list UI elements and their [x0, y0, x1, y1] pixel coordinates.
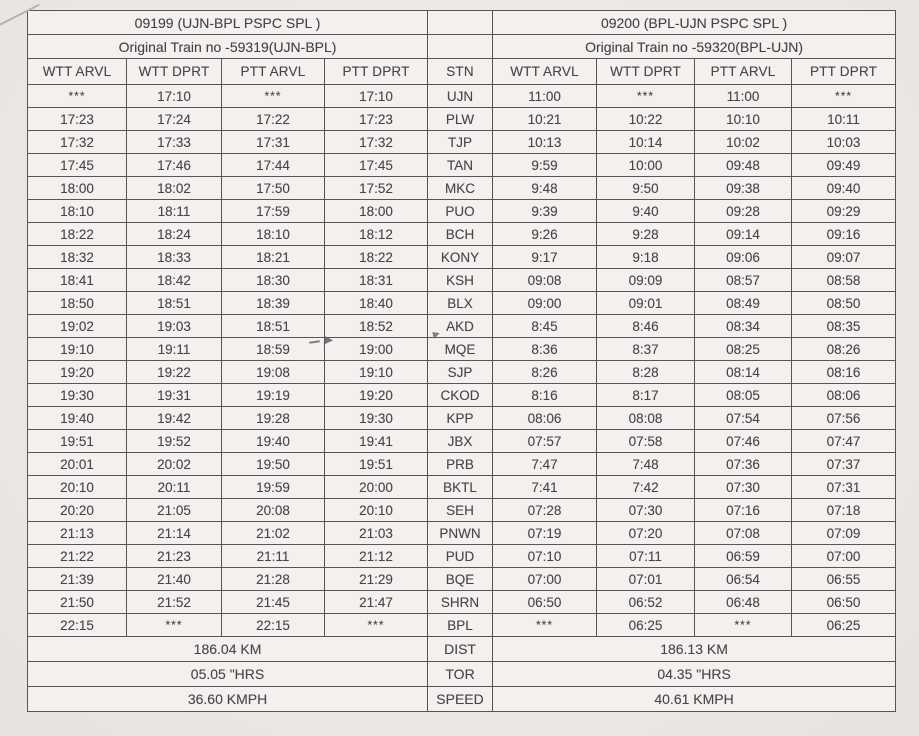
col-header-left-wtt-arvl: WTT ARVL	[28, 59, 127, 85]
left-wtt-arvl-cell: 20:01	[28, 453, 127, 476]
left-wtt-dprt-cell: ***	[127, 614, 222, 637]
title-spacer-cell	[428, 11, 493, 35]
station-code-cell: KONY	[428, 246, 493, 269]
summary-row-tor	[28, 662, 896, 687]
left-ptt-dprt-cell: 18:22	[325, 246, 428, 269]
station-row-tjp	[28, 131, 896, 154]
right-wtt-arvl-cell: 10:21	[493, 108, 597, 131]
right-ptt-dprt-cell: 10:03	[792, 131, 896, 154]
left-ptt-dprt-cell: 19:10	[325, 361, 428, 384]
left-ptt-arvl-cell: 21:02	[222, 522, 325, 545]
station-code-cell: PUO	[428, 200, 493, 223]
left-ptt-arvl-cell: 21:11	[222, 545, 325, 568]
left-wtt-dprt-cell: 20:02	[127, 453, 222, 476]
summary-right-value: 40.61 KMPH	[493, 687, 896, 712]
left-ptt-arvl-cell: 18:39	[222, 292, 325, 315]
right-ptt-arvl-cell: 09:06	[695, 246, 792, 269]
left-wtt-dprt-cell: 19:52	[127, 430, 222, 453]
right-wtt-dprt-cell: 8:46	[597, 315, 695, 338]
left-wtt-arvl-cell: 19:51	[28, 430, 127, 453]
timetable-table	[27, 10, 896, 712]
right-ptt-dprt-cell: 08:26	[792, 338, 896, 361]
pen-mark-arrow	[324, 336, 334, 346]
right-wtt-dprt-cell: 07:58	[597, 430, 695, 453]
left-wtt-dprt-cell: 18:24	[127, 223, 222, 246]
right-ptt-arvl-cell: 06:48	[695, 591, 792, 614]
left-ptt-arvl-cell: 21:28	[222, 568, 325, 591]
right-wtt-dprt-cell: 06:52	[597, 591, 695, 614]
right-ptt-dprt-cell: 07:56	[792, 407, 896, 430]
station-code-cell: TJP	[428, 131, 493, 154]
right-wtt-dprt-cell: 10:00	[597, 154, 695, 177]
right-wtt-dprt-cell: 07:30	[597, 499, 695, 522]
left-wtt-dprt-cell: 20:11	[127, 476, 222, 499]
left-wtt-dprt-cell: 17:24	[127, 108, 222, 131]
summary-right-value: 04.35 "HRS	[493, 662, 896, 687]
right-wtt-dprt-cell: 7:42	[597, 476, 695, 499]
station-code-cell: SHRN	[428, 591, 493, 614]
right-wtt-dprt-cell: 07:01	[597, 568, 695, 591]
left-ptt-arvl-cell: 19:50	[222, 453, 325, 476]
timetable-sheet	[27, 10, 896, 712]
right-ptt-arvl-cell: 07:16	[695, 499, 792, 522]
station-code-cell: PRB	[428, 453, 493, 476]
left-wtt-arvl-cell: 17:45	[28, 154, 127, 177]
right-ptt-dprt-cell: 07:47	[792, 430, 896, 453]
left-ptt-arvl-cell: 20:08	[222, 499, 325, 522]
station-code-cell: BQE	[428, 568, 493, 591]
left-wtt-arvl-cell: 18:22	[28, 223, 127, 246]
right-wtt-dprt-cell: 9:28	[597, 223, 695, 246]
left-ptt-arvl-cell: 19:08	[222, 361, 325, 384]
right-wtt-arvl-cell: 7:41	[493, 476, 597, 499]
right-ptt-arvl-cell: 07:30	[695, 476, 792, 499]
station-code-cell: MQE	[428, 338, 493, 361]
left-ptt-dprt-cell: 18:31	[325, 269, 428, 292]
station-code-cell: BKTL	[428, 476, 493, 499]
left-ptt-dprt-cell: 18:00	[325, 200, 428, 223]
subtitle-spacer-cell	[428, 35, 493, 59]
left-ptt-arvl-cell: ***	[222, 85, 325, 108]
right-wtt-arvl-cell: 07:10	[493, 545, 597, 568]
left-wtt-arvl-cell: 18:41	[28, 269, 127, 292]
right-ptt-dprt-cell: 07:09	[792, 522, 896, 545]
left-ptt-dprt-cell: 21:12	[325, 545, 428, 568]
right-ptt-arvl-cell: 07:46	[695, 430, 792, 453]
station-row-mkc	[28, 177, 896, 200]
station-row-shrn	[28, 591, 896, 614]
right-ptt-arvl-cell: ***	[695, 614, 792, 637]
right-wtt-arvl-cell: ***	[493, 614, 597, 637]
left-ptt-arvl-cell: 17:59	[222, 200, 325, 223]
left-ptt-arvl-cell: 17:44	[222, 154, 325, 177]
summary-label: DIST	[428, 637, 493, 662]
summary-left-value: 186.04 KM	[28, 637, 428, 662]
right-ptt-dprt-cell: 08:35	[792, 315, 896, 338]
left-ptt-dprt-cell: 18:52	[325, 315, 428, 338]
left-ptt-dprt-cell: 17:10	[325, 85, 428, 108]
station-code-cell: AKD	[428, 315, 493, 338]
right-ptt-dprt-cell: 06:50	[792, 591, 896, 614]
station-row-ksh	[28, 269, 896, 292]
right-ptt-dprt-cell: 09:29	[792, 200, 896, 223]
summary-row-dist	[28, 637, 896, 662]
right-ptt-arvl-cell: 06:59	[695, 545, 792, 568]
left-ptt-arvl-cell: 18:59	[222, 338, 325, 361]
right-wtt-dprt-cell: 8:37	[597, 338, 695, 361]
right-ptt-dprt-cell: 08:06	[792, 384, 896, 407]
station-code-cell: TAN	[428, 154, 493, 177]
right-wtt-dprt-cell: 07:20	[597, 522, 695, 545]
right-ptt-dprt-cell: 06:25	[792, 614, 896, 637]
station-row-mqe	[28, 338, 896, 361]
left-wtt-arvl-cell: 22:15	[28, 614, 127, 637]
left-wtt-arvl-cell: 21:22	[28, 545, 127, 568]
left-wtt-arvl-cell: 20:20	[28, 499, 127, 522]
left-wtt-arvl-cell: 19:10	[28, 338, 127, 361]
left-ptt-dprt-cell: 17:45	[325, 154, 428, 177]
left-ptt-dprt-cell: 21:03	[325, 522, 428, 545]
right-ptt-dprt-cell: 06:55	[792, 568, 896, 591]
left-wtt-arvl-cell: 19:30	[28, 384, 127, 407]
col-header-left-ptt-arvl: PTT ARVL	[222, 59, 325, 85]
right-ptt-arvl-cell: 09:38	[695, 177, 792, 200]
col-header-stn: STN	[428, 59, 493, 85]
station-row-bktl	[28, 476, 896, 499]
left-ptt-dprt-cell: 18:12	[325, 223, 428, 246]
left-wtt-dprt-cell: 19:31	[127, 384, 222, 407]
right-ptt-arvl-cell: 07:08	[695, 522, 792, 545]
left-ptt-dprt-cell: 17:32	[325, 131, 428, 154]
left-ptt-dprt-cell: 18:40	[325, 292, 428, 315]
right-wtt-dprt-cell: ***	[597, 85, 695, 108]
right-wtt-dprt-cell: 8:17	[597, 384, 695, 407]
left-ptt-dprt-cell: 20:00	[325, 476, 428, 499]
left-wtt-dprt-cell: 17:10	[127, 85, 222, 108]
right-wtt-dprt-cell: 09:01	[597, 292, 695, 315]
station-code-cell: SEH	[428, 499, 493, 522]
summary-left-value: 05.05 "HRS	[28, 662, 428, 687]
station-code-cell: MKC	[428, 177, 493, 200]
station-row-ckod	[28, 384, 896, 407]
right-ptt-dprt-cell: 07:18	[792, 499, 896, 522]
left-ptt-dprt-cell: 17:23	[325, 108, 428, 131]
summary-left-value: 36.60 KMPH	[28, 687, 428, 712]
summary-label: TOR	[428, 662, 493, 687]
left-wtt-dprt-cell: 18:33	[127, 246, 222, 269]
left-ptt-arvl-cell: 17:31	[222, 131, 325, 154]
right-wtt-dprt-cell: 10:22	[597, 108, 695, 131]
right-ptt-dprt-cell: ***	[792, 85, 896, 108]
right-wtt-arvl-cell: 09:08	[493, 269, 597, 292]
left-wtt-dprt-cell: 18:42	[127, 269, 222, 292]
station-row-pnwn	[28, 522, 896, 545]
col-header-left-wtt-dprt: WTT DPRT	[127, 59, 222, 85]
col-header-right-ptt-arvl: PTT ARVL	[695, 59, 792, 85]
right-wtt-arvl-cell: 09:00	[493, 292, 597, 315]
left-wtt-dprt-cell: 18:51	[127, 292, 222, 315]
right-ptt-dprt-cell: 08:50	[792, 292, 896, 315]
col-header-right-wtt-arvl: WTT ARVL	[493, 59, 597, 85]
right-ptt-arvl-cell: 07:54	[695, 407, 792, 430]
right-wtt-arvl-cell: 8:36	[493, 338, 597, 361]
left-ptt-arvl-cell: 19:28	[222, 407, 325, 430]
station-code-cell: SJP	[428, 361, 493, 384]
summary-right-value: 186.13 KM	[493, 637, 896, 662]
right-wtt-dprt-cell: 9:40	[597, 200, 695, 223]
left-ptt-dprt-cell: 21:29	[325, 568, 428, 591]
left-train-title: 09199 (UJN-BPL PSPC SPL )	[28, 11, 428, 35]
left-wtt-dprt-cell: 21:40	[127, 568, 222, 591]
station-code-cell: BCH	[428, 223, 493, 246]
right-ptt-arvl-cell: 08:49	[695, 292, 792, 315]
right-wtt-arvl-cell: 07:57	[493, 430, 597, 453]
right-wtt-arvl-cell: 8:16	[493, 384, 597, 407]
station-code-cell: KSH	[428, 269, 493, 292]
left-ptt-dprt-cell: ***	[325, 614, 428, 637]
right-wtt-arvl-cell: 07:28	[493, 499, 597, 522]
left-ptt-arvl-cell: 22:15	[222, 614, 325, 637]
left-wtt-dprt-cell: 19:42	[127, 407, 222, 430]
summary-body	[28, 637, 896, 712]
right-wtt-dprt-cell: 7:48	[597, 453, 695, 476]
station-row-bch	[28, 223, 896, 246]
left-wtt-arvl-cell: 21:13	[28, 522, 127, 545]
right-wtt-arvl-cell: 9:26	[493, 223, 597, 246]
left-wtt-arvl-cell: 18:32	[28, 246, 127, 269]
left-ptt-dprt-cell: 17:52	[325, 177, 428, 200]
train-subtitle-row	[28, 35, 896, 59]
right-ptt-dprt-cell: 08:58	[792, 269, 896, 292]
right-wtt-dprt-cell: 10:14	[597, 131, 695, 154]
left-ptt-arvl-cell: 18:10	[222, 223, 325, 246]
right-ptt-arvl-cell: 07:36	[695, 453, 792, 476]
right-wtt-arvl-cell: 9:48	[493, 177, 597, 200]
station-row-bqe	[28, 568, 896, 591]
right-ptt-arvl-cell: 08:05	[695, 384, 792, 407]
station-row-tan	[28, 154, 896, 177]
right-ptt-arvl-cell: 08:25	[695, 338, 792, 361]
station-code-cell: CKOD	[428, 384, 493, 407]
station-code-cell: BPL	[428, 614, 493, 637]
right-ptt-arvl-cell: 06:54	[695, 568, 792, 591]
right-ptt-arvl-cell: 10:02	[695, 131, 792, 154]
right-ptt-dprt-cell: 07:31	[792, 476, 896, 499]
left-ptt-dprt-cell: 19:20	[325, 384, 428, 407]
right-train-subtitle: Original Train no -59320(BPL-UJN)	[493, 35, 896, 59]
left-ptt-arvl-cell: 19:59	[222, 476, 325, 499]
right-wtt-arvl-cell: 8:26	[493, 361, 597, 384]
left-wtt-arvl-cell: ***	[28, 85, 127, 108]
right-ptt-dprt-cell: 09:40	[792, 177, 896, 200]
right-wtt-dprt-cell: 09:09	[597, 269, 695, 292]
left-wtt-dprt-cell: 21:05	[127, 499, 222, 522]
left-ptt-arvl-cell: 17:50	[222, 177, 325, 200]
right-train-title: 09200 (BPL-UJN PSPC SPL )	[493, 11, 896, 35]
col-header-right-wtt-dprt: WTT DPRT	[597, 59, 695, 85]
station-code-cell: PUD	[428, 545, 493, 568]
left-wtt-arvl-cell: 21:50	[28, 591, 127, 614]
left-wtt-dprt-cell: 18:11	[127, 200, 222, 223]
right-wtt-arvl-cell: 06:50	[493, 591, 597, 614]
right-ptt-dprt-cell: 09:16	[792, 223, 896, 246]
station-row-jbx	[28, 430, 896, 453]
right-ptt-arvl-cell: 10:10	[695, 108, 792, 131]
left-train-subtitle: Original Train no -59319(UJN-BPL)	[28, 35, 428, 59]
station-row-pud	[28, 545, 896, 568]
right-wtt-dprt-cell: 9:50	[597, 177, 695, 200]
left-wtt-dprt-cell: 19:11	[127, 338, 222, 361]
right-ptt-arvl-cell: 11:00	[695, 85, 792, 108]
left-wtt-arvl-cell: 19:20	[28, 361, 127, 384]
left-wtt-dprt-cell: 21:23	[127, 545, 222, 568]
left-wtt-arvl-cell: 18:10	[28, 200, 127, 223]
left-wtt-arvl-cell: 17:23	[28, 108, 127, 131]
left-ptt-dprt-cell: 19:41	[325, 430, 428, 453]
timetable-body	[28, 85, 896, 637]
left-wtt-arvl-cell: 19:02	[28, 315, 127, 338]
left-wtt-dprt-cell: 21:52	[127, 591, 222, 614]
right-wtt-arvl-cell: 10:13	[493, 131, 597, 154]
station-code-cell: JBX	[428, 430, 493, 453]
right-ptt-arvl-cell: 08:57	[695, 269, 792, 292]
left-wtt-dprt-cell: 19:03	[127, 315, 222, 338]
column-header-row	[28, 59, 896, 85]
left-ptt-dprt-cell: 21:47	[325, 591, 428, 614]
right-ptt-dprt-cell: 09:07	[792, 246, 896, 269]
station-row-bpl	[28, 614, 896, 637]
right-ptt-dprt-cell: 09:49	[792, 154, 896, 177]
station-row-sjp	[28, 361, 896, 384]
left-wtt-arvl-cell: 19:40	[28, 407, 127, 430]
right-wtt-arvl-cell: 8:45	[493, 315, 597, 338]
left-wtt-arvl-cell: 18:00	[28, 177, 127, 200]
station-code-cell: UJN	[428, 85, 493, 108]
right-wtt-arvl-cell: 9:59	[493, 154, 597, 177]
right-ptt-arvl-cell: 08:34	[695, 315, 792, 338]
left-wtt-arvl-cell: 17:32	[28, 131, 127, 154]
summary-row-speed	[28, 687, 896, 712]
left-wtt-dprt-cell: 17:46	[127, 154, 222, 177]
station-row-prb	[28, 453, 896, 476]
right-ptt-arvl-cell: 09:48	[695, 154, 792, 177]
right-wtt-arvl-cell: 7:47	[493, 453, 597, 476]
left-wtt-dprt-cell: 19:22	[127, 361, 222, 384]
station-row-blx	[28, 292, 896, 315]
right-wtt-arvl-cell: 9:39	[493, 200, 597, 223]
station-row-ujn	[28, 85, 896, 108]
left-ptt-arvl-cell: 18:21	[222, 246, 325, 269]
left-ptt-arvl-cell: 18:51	[222, 315, 325, 338]
left-ptt-arvl-cell: 21:45	[222, 591, 325, 614]
left-ptt-dprt-cell: 19:51	[325, 453, 428, 476]
left-wtt-dprt-cell: 17:33	[127, 131, 222, 154]
col-header-right-ptt-dprt: PTT DPRT	[792, 59, 896, 85]
right-wtt-arvl-cell: 08:06	[493, 407, 597, 430]
station-row-kpp	[28, 407, 896, 430]
summary-label: SPEED	[428, 687, 493, 712]
left-ptt-arvl-cell: 19:40	[222, 430, 325, 453]
station-code-cell: BLX	[428, 292, 493, 315]
left-ptt-arvl-cell: 19:19	[222, 384, 325, 407]
right-ptt-dprt-cell: 10:11	[792, 108, 896, 131]
right-wtt-dprt-cell: 08:08	[597, 407, 695, 430]
right-ptt-dprt-cell: 08:16	[792, 361, 896, 384]
right-wtt-dprt-cell: 9:18	[597, 246, 695, 269]
right-ptt-arvl-cell: 09:28	[695, 200, 792, 223]
right-ptt-arvl-cell: 08:14	[695, 361, 792, 384]
left-ptt-dprt-cell: 19:30	[325, 407, 428, 430]
left-wtt-arvl-cell: 18:50	[28, 292, 127, 315]
left-ptt-dprt-cell: 19:00	[325, 338, 428, 361]
col-header-left-ptt-dprt: PTT DPRT	[325, 59, 428, 85]
right-wtt-dprt-cell: 8:28	[597, 361, 695, 384]
right-wtt-dprt-cell: 06:25	[597, 614, 695, 637]
right-ptt-arvl-cell: 09:14	[695, 223, 792, 246]
left-ptt-dprt-cell: 20:10	[325, 499, 428, 522]
left-wtt-dprt-cell: 21:14	[127, 522, 222, 545]
station-row-seh	[28, 499, 896, 522]
station-code-cell: PLW	[428, 108, 493, 131]
left-ptt-arvl-cell: 17:22	[222, 108, 325, 131]
left-wtt-dprt-cell: 18:02	[127, 177, 222, 200]
right-wtt-arvl-cell: 9:17	[493, 246, 597, 269]
left-wtt-arvl-cell: 21:39	[28, 568, 127, 591]
left-wtt-arvl-cell: 20:10	[28, 476, 127, 499]
station-row-puo	[28, 200, 896, 223]
station-row-kony	[28, 246, 896, 269]
right-wtt-arvl-cell: 07:19	[493, 522, 597, 545]
station-code-cell: KPP	[428, 407, 493, 430]
right-wtt-arvl-cell: 07:00	[493, 568, 597, 591]
station-code-cell: PNWN	[428, 522, 493, 545]
left-ptt-arvl-cell: 18:30	[222, 269, 325, 292]
right-wtt-arvl-cell: 11:00	[493, 85, 597, 108]
station-row-plw	[28, 108, 896, 131]
train-title-row	[28, 11, 896, 35]
right-wtt-dprt-cell: 07:11	[597, 545, 695, 568]
right-ptt-dprt-cell: 07:37	[792, 453, 896, 476]
right-ptt-dprt-cell: 07:00	[792, 545, 896, 568]
station-row-akd	[28, 315, 896, 338]
